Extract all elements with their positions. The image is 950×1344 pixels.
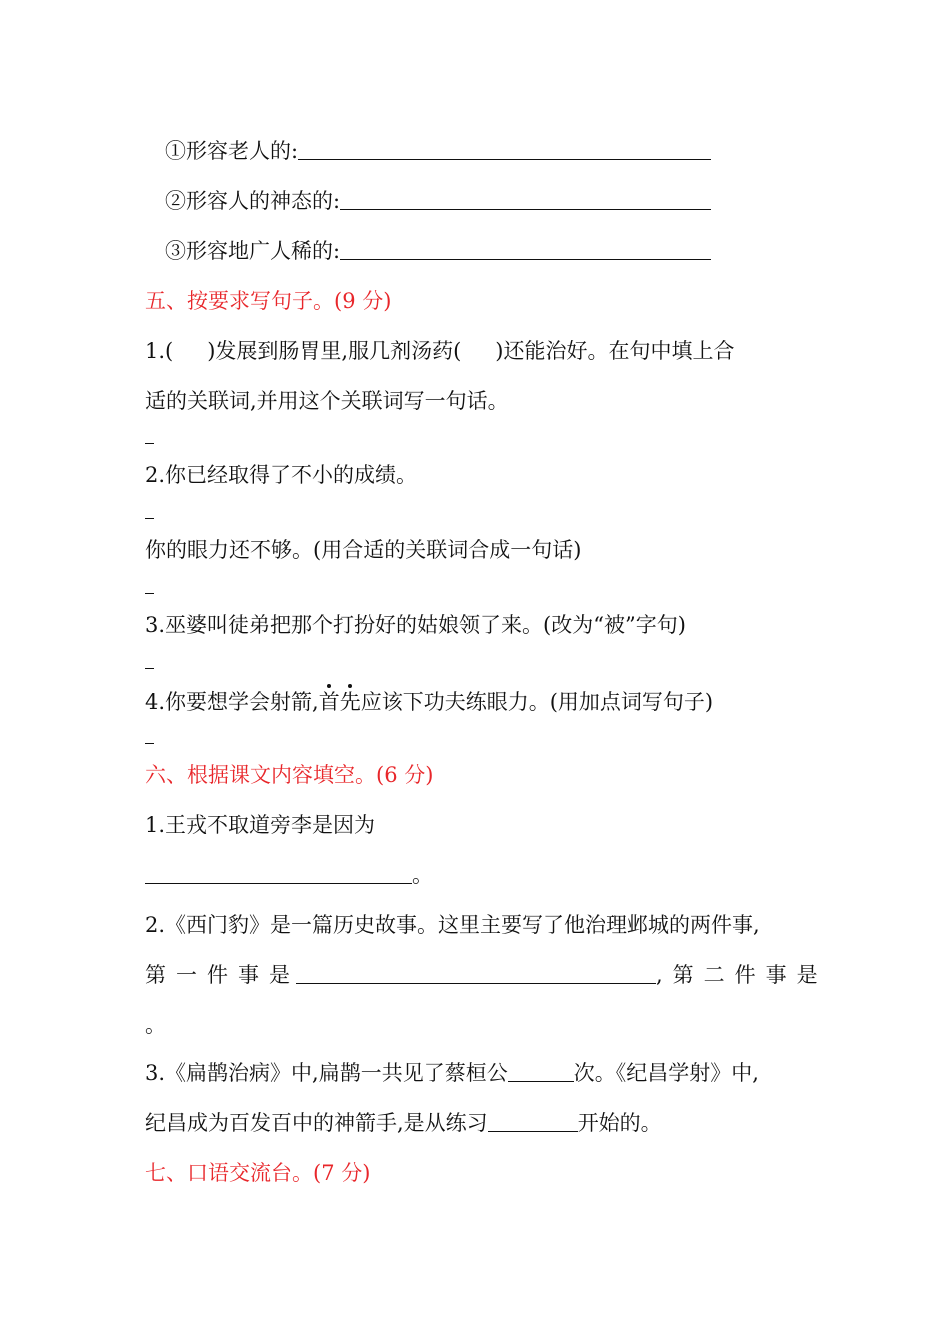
q2-text-a: 第一件事是 xyxy=(145,963,300,987)
q1-text-b: )发展到肠胃里,服几剂汤药( xyxy=(207,339,462,363)
emphasis-dot-char: 先 xyxy=(339,690,361,714)
sec6-q3-line1 xyxy=(145,1058,759,1088)
q3-text-b: 次。《纪昌学射》中, xyxy=(573,1061,759,1085)
answer-blank[interactable] xyxy=(488,1109,578,1132)
sec5-q3: 3.巫婆叫徒弟把那个打扮好的姑娘领了来。(改为“被”字句) xyxy=(145,613,686,637)
answer-blank[interactable] xyxy=(298,137,711,160)
sec6-q1-line1: 1.王戎不取道旁李是因为 xyxy=(145,813,376,837)
q3-text-a: 3.《扁鹊治病》中,扁鹊一共见了蔡桓公 xyxy=(145,1061,508,1085)
q4-text-a: 4.你要想学会射箭, xyxy=(145,690,319,714)
answer-blank[interactable] xyxy=(340,237,711,260)
sec6-q1-line2 xyxy=(145,860,433,890)
q4-text-b: 应该下功夫练眼力。(用加点词写句子) xyxy=(360,690,714,714)
item-label: ①形容老人的: xyxy=(165,139,299,163)
answer-line-short[interactable] xyxy=(145,593,154,594)
answer-line-short[interactable] xyxy=(145,443,154,444)
sec6-q3-line2 xyxy=(145,1108,662,1138)
sec6-q2-line3: 。 xyxy=(145,1013,166,1037)
section-6-heading: 六、根据课文内容填空。(6 分) xyxy=(145,763,434,787)
q1-text-c: )还能治好。在句中填上合 xyxy=(495,339,735,363)
q2-text-b: ,第二件事是 xyxy=(656,963,828,987)
sec6-q2-line2 xyxy=(145,960,828,990)
item-label: ③形容地广人稀的: xyxy=(165,239,341,263)
sec5-q1-line2: 适的关联词,并用这个关联词写一句话。 xyxy=(145,389,509,413)
answer-blank[interactable] xyxy=(340,187,711,210)
answer-blank[interactable] xyxy=(145,861,412,884)
item-elderly xyxy=(165,136,711,166)
q3-text-d: 开始的。 xyxy=(577,1111,662,1135)
item-expression xyxy=(165,186,711,216)
sec5-q2-line1: 2.你已经取得了不小的成绩。 xyxy=(145,463,418,487)
answer-line-short[interactable] xyxy=(145,668,154,669)
sec6-q2-line1: 2.《西门豹》是一篇历史故事。这里主要写了他治理邺城的两件事, xyxy=(145,913,760,937)
sec5-q1-line1 xyxy=(145,336,735,366)
sec5-q4 xyxy=(145,687,713,717)
section-7-heading: 七、口语交流台。(7 分) xyxy=(145,1161,371,1185)
q1-text-a: 1.( xyxy=(145,339,174,363)
item-sparse xyxy=(165,236,711,266)
section-5-heading: 五、按要求写句子。(9 分) xyxy=(145,289,392,313)
answer-blank[interactable] xyxy=(508,1059,574,1082)
sec5-q2-line2: 你的眼力还不够。(用合适的关联词合成一句话) xyxy=(145,538,582,562)
item-label: ②形容人的神态的: xyxy=(165,189,341,213)
answer-line-short[interactable] xyxy=(145,518,154,519)
emphasis-dot-char: 首 xyxy=(318,690,340,714)
answer-blank[interactable] xyxy=(296,961,656,984)
period: 。 xyxy=(412,863,433,887)
answer-line-short[interactable] xyxy=(145,743,154,744)
q3-text-c: 纪昌成为百发百中的神箭手,是从练习 xyxy=(145,1111,488,1135)
